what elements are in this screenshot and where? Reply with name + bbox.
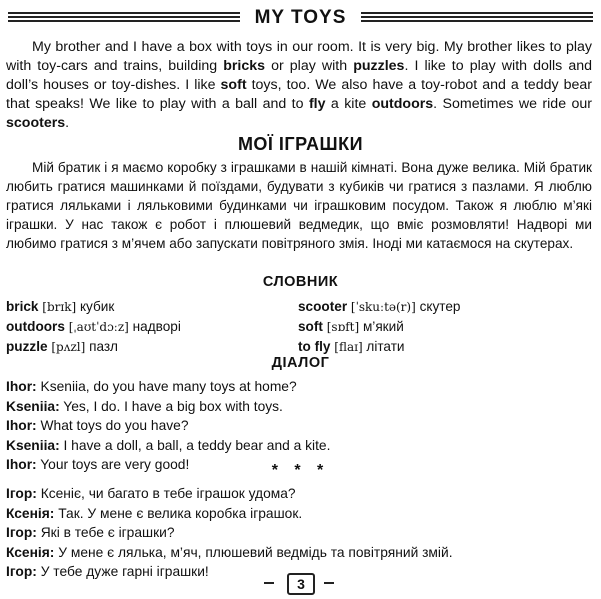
text-run: . I like to play with dolls and doll’s houses or toy-dishes. I like <box>6 58 593 93</box>
page-number-badge <box>262 573 336 593</box>
page-number: 3 <box>287 573 315 595</box>
entry-word: brick <box>6 299 39 314</box>
speaker: Ігор: <box>6 564 37 579</box>
entry-translation: пазл <box>89 339 118 354</box>
entry-translation: літати <box>366 339 405 354</box>
entry-translation: надворі <box>132 319 181 334</box>
title-rule-right <box>361 12 593 24</box>
speaker: Ihor: <box>6 379 37 394</box>
vocabulary-word: fly <box>308 96 326 112</box>
entry-word: soft <box>298 319 323 334</box>
speaker: Ihor: <box>6 418 37 433</box>
text-run: a kite <box>325 96 372 112</box>
dictionary-entry <box>298 337 596 357</box>
utterance: Yes, I do. I have a big box with toys. <box>63 398 283 414</box>
entry-translation: скутер <box>419 299 461 314</box>
utterance: What toys do you have? <box>40 418 189 433</box>
entry-transcription: [flaɪ] <box>334 340 363 354</box>
dictionary-entry <box>298 317 596 337</box>
entry-transcription: [ˌaʊtˈdɔːz] <box>68 320 129 334</box>
vocabulary-word: puzzles <box>353 58 405 74</box>
title-rule-left <box>8 12 240 24</box>
utterance: Ксеніє, чи багато в тебе іграшок удома? <box>40 486 296 501</box>
entry-word: scooter <box>298 299 348 314</box>
entry-word: to fly <box>298 339 331 354</box>
dialog-line <box>6 436 592 456</box>
dialog-line <box>6 543 592 563</box>
dialog-line <box>6 397 592 417</box>
ukrainian-heading: МОЇ ІГРАШКИ <box>237 134 364 154</box>
section-separator: * * * <box>271 462 330 479</box>
page-title: MY TOYS <box>254 7 347 28</box>
vocabulary-word: bricks <box>223 58 266 74</box>
utterance: У тебе дуже гарні іграшки! <box>40 564 209 579</box>
dictionary-column-2 <box>298 297 596 357</box>
dictionary-entry <box>6 337 296 357</box>
title-band <box>8 6 593 30</box>
utterance: Kseniia, do you have many toys at home? <box>40 379 297 394</box>
text-run: or play with <box>265 58 354 74</box>
dictionary-entry <box>6 317 296 337</box>
text-run: . <box>65 115 70 131</box>
ukrainian-text: Мій братик і я маємо коробку з іграшками в нашій кімнаті. Вона дуже велика. Мій братик любить гратися машинками й поїздами, будувати з кубиків чи гратися з пазлами. Я люблю гратися ляльками і ляльковими будинками чи іграшковим посудом. Також я люблю м’які іграшки. У нас також є робот і плюшевий ведмедик, що вміє розмовляти! Надворі ми любимо гратися з м’ячем або запускати повітряного змія. Іноді ми катаємося на скутерах. <box>6 160 592 251</box>
dictionary-column-1 <box>6 297 296 357</box>
page-number-dash-left <box>264 582 274 584</box>
utterance: Так. У мене є велика коробка іграшок. <box>58 505 303 521</box>
dictionary-entry <box>298 297 596 317</box>
dictionary-heading: СЛОВНИК <box>262 274 339 290</box>
speaker: Kseniia: <box>6 437 60 453</box>
vocabulary-word: scooters <box>6 115 66 131</box>
text-run: toys, too. We also have a toy-robot and a teddy bear that speaks! We like to play with a ball and to <box>6 77 593 112</box>
dialog-line <box>6 504 592 524</box>
entry-transcription: [pʌzl] <box>51 340 86 354</box>
dialog-line <box>6 416 592 436</box>
dialog-line <box>6 523 592 543</box>
entry-transcription: [sɒft] <box>326 320 360 334</box>
dialog-heading: ДІАЛОГ <box>271 355 330 371</box>
page-number-dash-right <box>324 582 334 584</box>
speaker: Kseniia: <box>6 398 60 414</box>
entry-word: outdoors <box>6 319 65 334</box>
entry-translation: м’який <box>362 319 404 334</box>
vocabulary-word: outdoors <box>371 96 434 112</box>
vocabulary-word: soft <box>220 77 247 93</box>
speaker: Ксенія: <box>6 505 55 521</box>
dialog-line <box>6 484 592 504</box>
entry-translation: кубик <box>79 299 115 314</box>
utterance: Your toys are very good! <box>40 457 190 472</box>
entry-transcription: [brɪk] <box>42 300 77 314</box>
speaker: Ігор: <box>6 525 37 540</box>
speaker: Ксенія: <box>6 544 55 560</box>
entry-word: puzzle <box>6 339 48 354</box>
dialog-line <box>6 377 592 397</box>
utterance: Які в тебе є іграшки? <box>40 525 175 540</box>
text-run: My brother and I have a box with toys in our room. It is very big. My brother likes to play with toy-cars and trains, building <box>6 39 592 74</box>
text-run: . Sometimes we ride our <box>433 96 593 112</box>
dialog-english <box>6 377 592 475</box>
entry-transcription: [ˈskuːtə(r)] <box>350 300 416 314</box>
dictionary-entry <box>6 297 296 317</box>
dialog-ukrainian <box>6 484 592 582</box>
speaker: Ihor: <box>6 457 37 472</box>
utterance: У мене є лялька, м’яч, плюшевий ведмідь та повітряний змій. <box>58 544 453 560</box>
utterance: I have a doll, a ball, a teddy bear and a kite. <box>63 437 331 453</box>
speaker: Ігор: <box>6 486 37 501</box>
english-text <box>6 38 592 133</box>
